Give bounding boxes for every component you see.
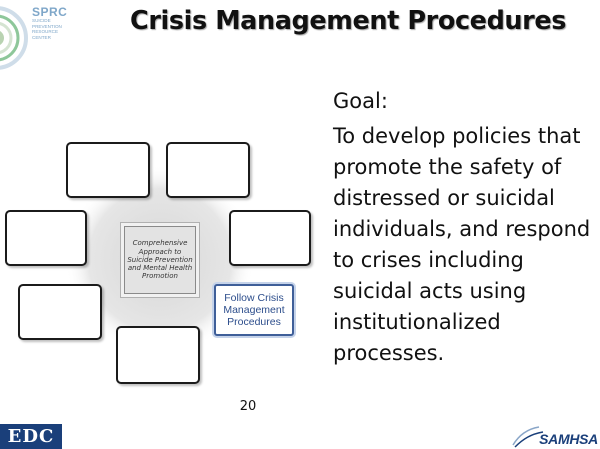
sprc-logo-sub-3: RESOURCE	[32, 29, 59, 35]
framework-diagram	[0, 130, 310, 390]
empty-box-mid-left	[5, 210, 87, 266]
sprc-logo-sub-4: CENTER	[32, 34, 51, 40]
diagram-highlighted-box	[214, 284, 294, 336]
samhsa-logo-text: SAMHSA	[539, 431, 598, 447]
empty-box-bottom	[116, 326, 200, 384]
page-number: 20	[239, 399, 257, 414]
sprc-logo-sub-1: SUICIDE	[32, 18, 51, 23]
empty-box-mid-right	[229, 210, 311, 266]
edc-logo: EDC	[0, 424, 62, 449]
samhsa-logo	[505, 421, 600, 449]
sprc-rings-icon	[0, 0, 30, 132]
diagram-highlighted-text: Follow Crisis Management Procedures	[223, 292, 285, 328]
slide-title: Crisis Management Procedures	[130, 6, 567, 36]
empty-box-top-right	[166, 142, 250, 198]
sprc-logo	[0, 0, 30, 132]
sprc-logo-sub-2: PREVENTION	[32, 23, 62, 29]
goal-label: Goal:	[333, 89, 388, 113]
goal-text: To develop policies that promote the safety of distressed or suicidal individuals, and respond to crises including suicidal acts using institutionalized processes.	[333, 124, 591, 365]
diagram-center-text: Comprehensive Approach to Suicide Prevention and Mental Health Promotion	[127, 239, 193, 281]
empty-box-top-left	[66, 142, 150, 198]
diagram-center-box	[124, 226, 196, 294]
sprc-logo-text	[32, 6, 92, 40]
goal-section	[333, 86, 595, 369]
empty-box-lower-left	[18, 284, 102, 340]
sprc-logo-main: SPRC	[32, 5, 68, 19]
